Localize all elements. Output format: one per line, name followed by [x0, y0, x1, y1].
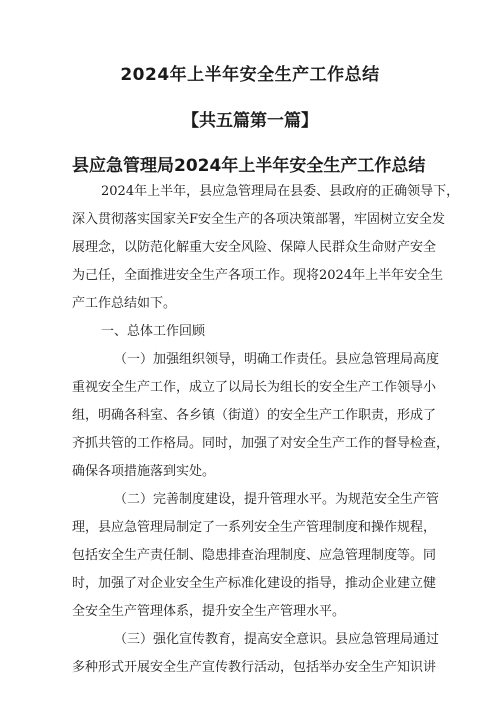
body-line: 展理念，以防范化解重大安全风险、保障人民群众生命财产安全: [72, 240, 437, 255]
body-line: 理，县应急管理局制定了一系列安全生产管理制度和操作规程，: [72, 520, 437, 535]
body-line: 产工作总结如下。: [72, 296, 177, 311]
body-line: （二）完善制度建设，提升管理水平。为规范安全生产管: [114, 492, 440, 507]
section-label: 一、总体工作回顾: [101, 324, 206, 339]
body-line: 齐抓共管的工作格局。同时，加强了对安全生产工作的督导检查，: [72, 436, 450, 451]
body-line: 全安全生产管理体系，提升安全生产管理水平。: [72, 604, 346, 619]
body-line: （一）加强组织领导，明确工作责任。县应急管理局高度: [114, 352, 440, 367]
document-title: 2024年上半年安全生产工作总结: [120, 65, 380, 85]
body-line: 重视安全生产工作，成立了以局长为组长的安全生产工作领导小: [72, 380, 437, 395]
body-line: 确保各项措施落到实处。: [72, 464, 216, 479]
body-line: 包括安全生产责任制、隐患排查治理制度、应急管理制度等。同: [72, 548, 437, 563]
document-subtitle: 【共五篇第一篇】: [182, 111, 318, 131]
body-line: 时，加强了对企业安全生产标准化建设的指导，推动企业建立健: [72, 576, 437, 591]
body-line: 2024年上半年，县应急管理局在县委、县政府的正确领导下，: [101, 184, 460, 199]
section-heading: 县应急管理局2024年上半年安全生产工作总结: [72, 156, 426, 176]
body-line: （三）强化宣传教育，提高安全意识。县应急管理局通过: [114, 632, 440, 647]
body-line: 为己任，全面推进安全生产各项工作。现将2024年上半年安全生: [72, 268, 444, 283]
body-line: 组，明确各科室、各乡镇（街道）的安全生产工作职责，形成了: [72, 408, 437, 423]
body-line: 多种形式开展安全生产宣传教行活动，包括举办安全生产知识讲: [72, 660, 437, 675]
body-line: 深入贯彻落实国家关F安全生产的各项决策部署，牢固树立安全发: [72, 212, 446, 227]
